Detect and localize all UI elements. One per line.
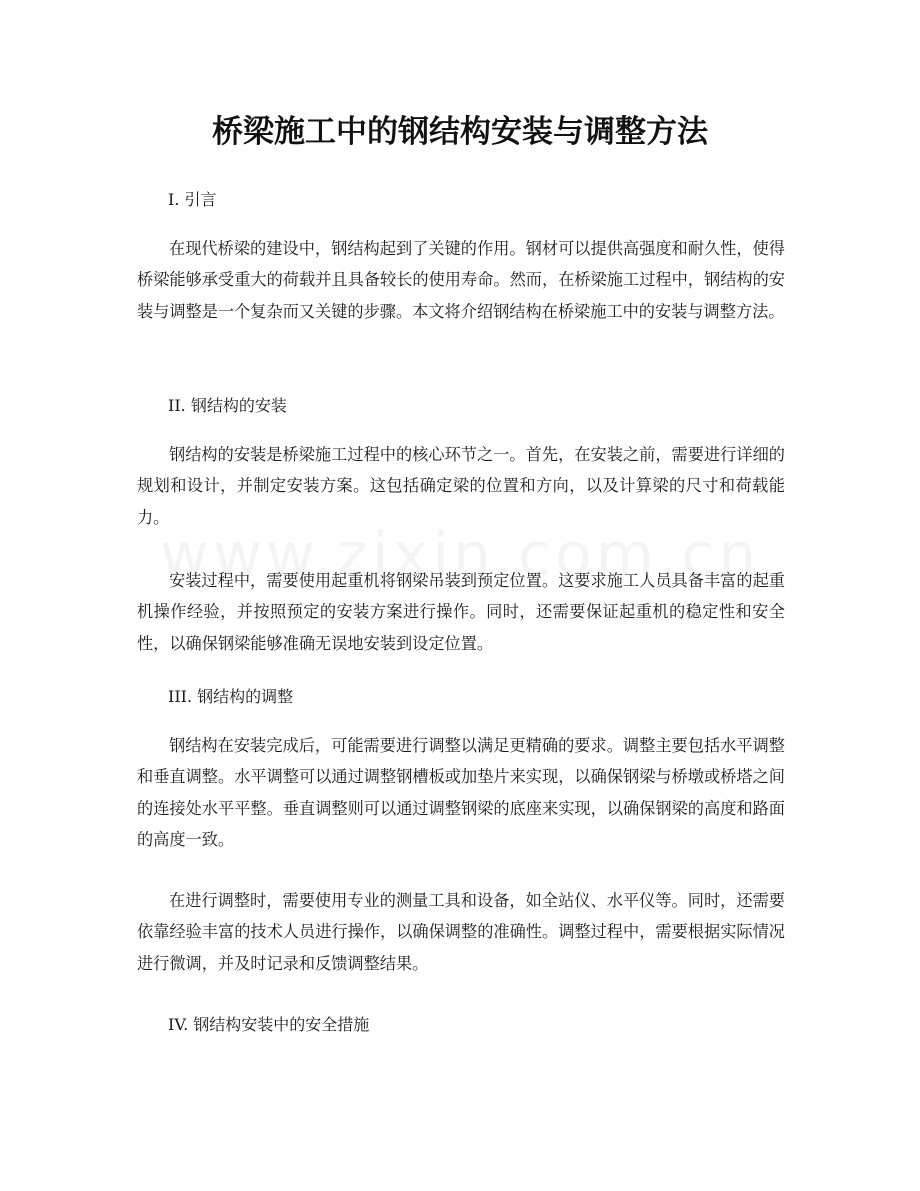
section-heading-introduction: I. 引言	[168, 190, 217, 209]
paragraph-installation-1: 钢结构的安装是桥梁施工过程中的核心环节之一。首先，在安装之前，需要进行详细的规划和设计，并制定安装方案。这包括确定梁的位置和方向，以及计算梁的尺寸和荷载能力。	[137, 445, 785, 527]
section-heading-adjustment: III. 钢结构的调整	[168, 687, 294, 706]
paragraph-introduction: 在现代桥梁的建设中，钢结构起到了关键的作用。钢材可以提供高强度和耐久性，使得桥梁能够承受重大的荷载并且具备较长的使用寿命。然而，在桥梁施工过程中，钢结构的安装与调整是一个复杂而又关键的步骤。本文将介绍钢结构在桥梁施工中的安装与调整方法。	[137, 239, 785, 321]
section-heading-installation: II. 钢结构的安装	[168, 396, 287, 415]
paragraph-adjustment-2: 在进行调整时，需要使用专业的测量工具和设备，如全站仪、水平仪等。同时，还需要依靠经验丰富的技术人员进行操作，以确保调整的准确性。调整过程中，需要根据实际情况进行微调，并及时记录和反馈调整结果。	[137, 891, 785, 973]
paragraph-installation-2: 安装过程中，需要使用起重机将钢梁吊装到预定位置。这要求施工人员具备丰富的起重机操作经验，并按照预定的安装方案进行操作。同时，还需要保证起重机的稳定性和安全性，以确保钢梁能够准确无误地安装到设定位置。	[137, 571, 785, 653]
document-title: 桥梁施工中的钢结构安装与调整方法	[212, 114, 708, 150]
section-heading-safety: IV. 钢结构安装中的安全措施	[168, 1015, 370, 1034]
paragraph-adjustment-1: 钢结构在安装完成后，可能需要进行调整以满足更精确的要求。调整主要包括水平调整和垂直调整。水平调整可以通过调整钢槽板或加垫片来实现，以确保钢梁与桥墩或桥塔之间的连接处水平平整。垂直调整则可以通过调整钢梁的底座来实现，以确保钢梁的高度和路面的高度一致。	[137, 736, 785, 849]
